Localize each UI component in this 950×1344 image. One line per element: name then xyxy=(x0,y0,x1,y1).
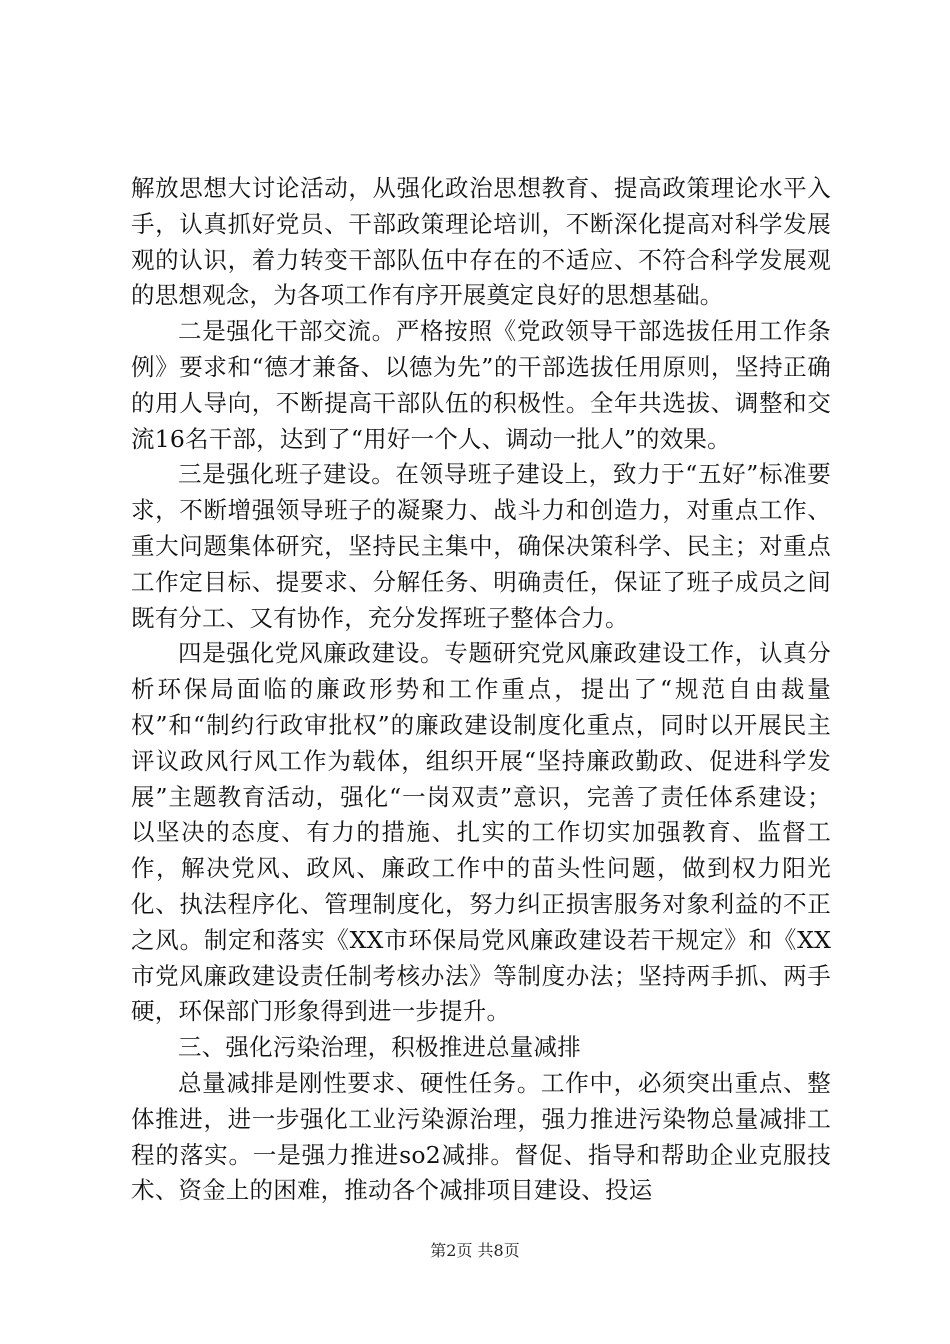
paragraph-ideology-continuation: 解放思想大讨论活动，从强化政治思想教育、提高政策理论水平入手，认真抓好党员、干部政策理论培训，不断深化提高对科学发展观的认识，着力转变干部队伍中存在的不适应、不符合科学发展观的思想观念，为各项工作有序开展奠定良好的思想基础。 xyxy=(131,174,831,310)
paragraph-cadre-exchange: 二是强化干部交流。严格按照《党政领导干部选拔任用工作条例》要求和“德才兼备、以德为先”的干部选拔任用原则，坚持正确的用人导向，不断提高干部队伍的积极性。全年共选拔、调整和交流16名干部，达到了“用好一个人、调动一批人”的效果。 xyxy=(131,317,831,453)
paragraph-team-building: 三是强化班子建设。在领导班子建设上，致力于“五好”标准要求，不断增强领导班子的凝聚力、战斗力和创造力，对重点工作、重大问题集体研究，坚持民主集中，确保决策科学、民主；对重点工作定目标、提要求、分解任务、明确责任，保证了班子成员之间既有分工、又有协作，充分发挥班子整体合力。 xyxy=(131,460,831,632)
page-number-footer: 第2页 共8页 xyxy=(430,1241,520,1260)
paragraph-clean-governance: 四是强化党风廉政建设。专题研究党风廉政建设工作，认真分析环保局面临的廉政形势和工作重点，提出了“规范自由裁量权”和“制约行政审批权”的廉政建设制度化重点，同时以开展民主评议政风行风工作为载体，组织开展“坚持廉政勤政、促进科学发展”主题教育活动，强化“一岗双责”意识，完善了责任体系建设；以坚决的态度、有力的措施、扎实的工作切实加强教育、监督工作，解决党风、政风、廉政工作中的苗头性问题，做到权力阳光化、执法程序化、管理制度化，努力纠正损害服务对象利益的不正之风。制定和落实《XX市环保局党风廉政建设若干规定》和《XX市党风廉政建设责任制考核办法》等制度办法；坚持两手抓、两手硬，环保部门形象得到进一步提升。 xyxy=(131,639,831,1026)
paragraph-emission-reduction: 总量减排是刚性要求、硬性任务。工作中，必须突出重点、整体推进，进一步强化工业污染源治理，强力推进污染物总量减排工程的落实。一是强力推进so2减排。督促、指导和帮助企业克服技术、资金上的困难，推动各个减排项目建设、投运 xyxy=(131,1068,831,1205)
section-heading-pollution-control: 三、强化污染治理，积极推进总量减排 xyxy=(178,1033,581,1062)
document-body xyxy=(131,171,831,1209)
